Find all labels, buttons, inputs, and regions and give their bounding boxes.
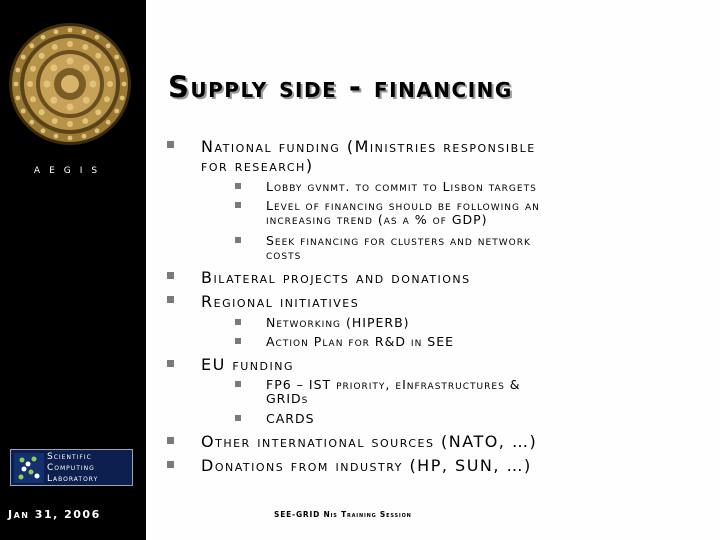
bullet-marker <box>167 461 174 468</box>
sub-bullet-fp6-line-2: GRIDs <box>266 391 309 406</box>
brand-label: aegis <box>33 162 107 177</box>
sub-bullet-marker <box>235 319 241 325</box>
sub-bullet-networking: Networking (HIPERB) <box>266 315 410 330</box>
aegis-seal-logo <box>8 22 132 146</box>
bullet-regional: Regional initiatives <box>201 292 360 311</box>
bullet-marker <box>167 296 174 303</box>
sub-bullet-marker <box>235 338 241 344</box>
logo-line-2: Computing <box>47 463 95 473</box>
footer-date: Jan 31, 2006 <box>8 508 101 521</box>
sub-bullet-seek-line-2: costs <box>266 247 302 262</box>
bullet-eu-funding: EU funding <box>201 355 294 374</box>
bullet-other-international: Other international sources (NATO, …) <box>201 432 538 451</box>
sub-bullet-marker <box>235 381 241 387</box>
sub-bullet-marker <box>235 415 241 421</box>
sub-bullet-level-line-1: Level of financing should be following an <box>266 198 540 213</box>
bullet-national-funding-line-1: National funding (Ministries responsible <box>201 137 536 156</box>
sub-bullet-marker <box>235 202 241 208</box>
sub-bullet-marker <box>235 183 241 189</box>
sub-bullet-seek-line-1: Seek financing for clusters and network <box>266 233 531 248</box>
slide-title: Supply side - financing <box>168 70 513 104</box>
footer-session: SEE-GRID Nis Training Session <box>274 510 412 519</box>
sub-bullet-fp6-line-1: FP6 – IST priority, eInfrastructures & <box>266 377 521 392</box>
scientific-computing-lab-logo <box>10 449 133 486</box>
sub-bullet-marker <box>235 237 241 243</box>
bullet-donations: Donations from industry (HP, SUN, …) <box>201 456 532 475</box>
bullet-bilateral: Bilateral projects and donations <box>201 268 471 287</box>
bullet-national-funding-line-2: for research) <box>201 156 314 175</box>
logo-line-3: Laboratory <box>47 474 99 484</box>
sub-bullet-lobby: Lobby gvnmt. to commit to Lisbon targets <box>266 179 537 194</box>
lab-dots-icon <box>14 453 44 483</box>
bullet-marker <box>167 141 174 148</box>
logo-line-1: Scientific <box>47 452 92 462</box>
bullet-marker <box>167 437 174 444</box>
sidebar <box>0 0 146 540</box>
sub-bullet-action-plan: Action Plan for R&D in SEE <box>266 334 455 349</box>
sub-bullet-cards: CARDS <box>266 411 315 426</box>
bullet-marker <box>167 272 174 279</box>
bullet-marker <box>167 360 174 367</box>
sub-bullet-level-line-2: increasing trend (as a % of GDP) <box>266 212 488 227</box>
